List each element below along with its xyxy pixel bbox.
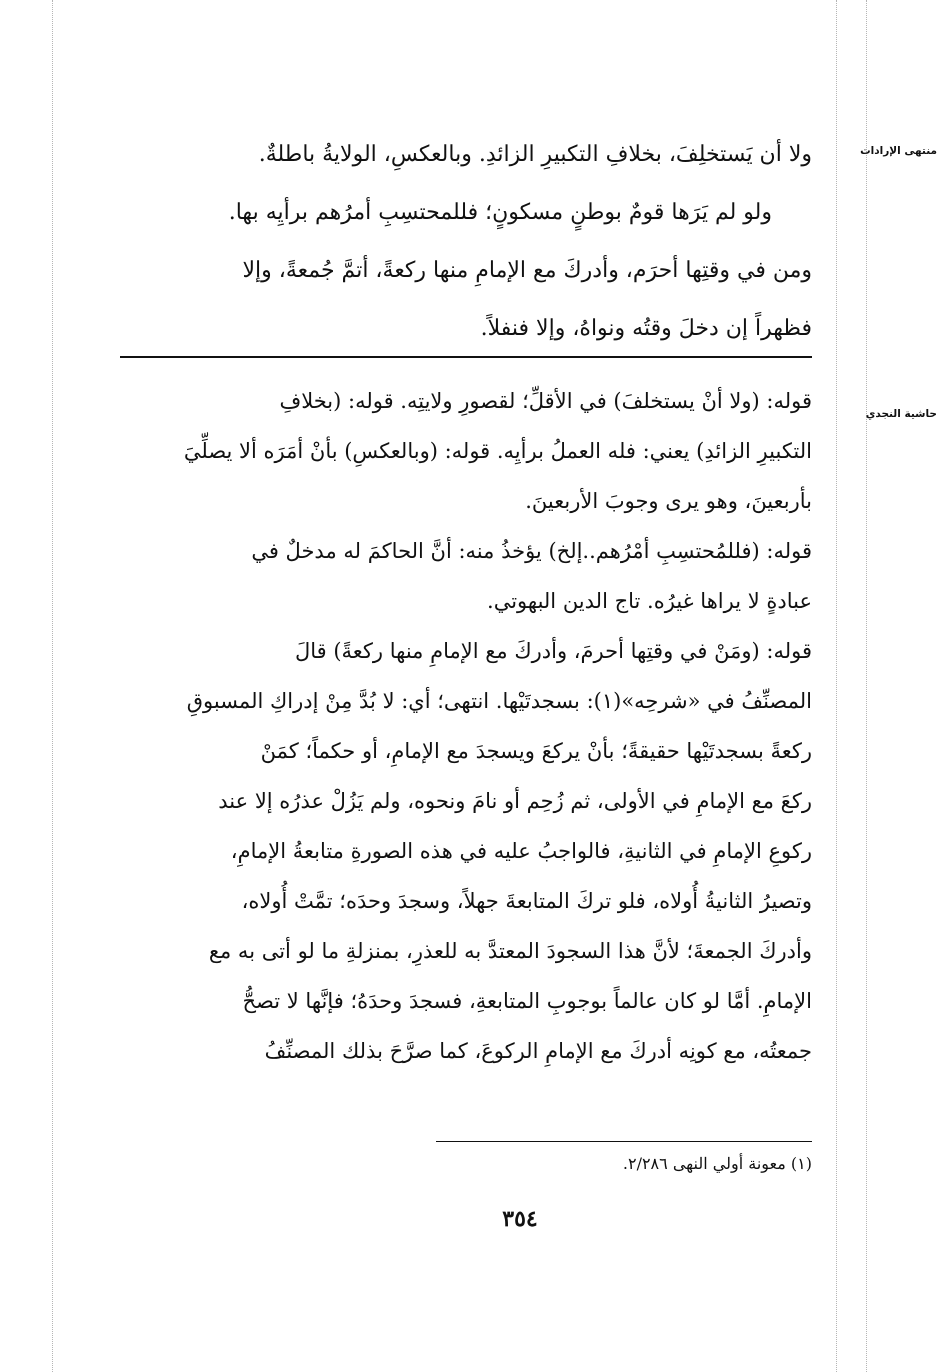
hashiya-source-label: حاشية النجدي [865,408,937,420]
commentary-line: عبادةٍ لا يراها غيرُه. تاج الدين البهوتي. [487,589,812,613]
commentary-line: الإمامِ. أمَّا لو كان عالماً بوجوبِ المتابعةِ، فسجدَ وحدَهُ؛ فإنَّها لا تصحُّ [242,989,812,1013]
matn-commentary-separator [120,356,812,358]
scan-guide-line-left [52,0,53,1372]
matn-line: ولو لم يَرَها قومٌ بوطنٍ مسكونٍ؛ فللمحتسِبِ أمرُهم برأيِه بها. [228,200,772,225]
page-number: ٣٥٤ [502,1206,538,1232]
commentary-line: قوله: (ولا أنْ يستخلفَ) في الأقلِّ؛ لقصورِ ولايتِه. قوله: (بخلافِ [279,389,812,413]
commentary-line: قوله: (ومَنْ في وقتِها أحرمَ، وأدركَ مع الإمامِ منها ركعةً) قالَ [294,639,812,663]
commentary-line: وتصيرُ الثانيةُ أُولاه، فلو تركَ المتابعةَ جهلاً، وسجدَ وحدَه؛ تمَّتْ أُولاه، [241,889,812,913]
commentary-line: ركعَ مع الإمامِ في الأولى، ثم زُحِم أو نامَ ونحوه، ولم يَزُلْ عذرُه إلا عند [218,789,812,813]
scan-guide-line-right-1 [836,0,837,1372]
commentary-line: ركعةً بسجدتَيْها حقيقةً؛ بأنْ يركعَ ويسجدَ مع الإمامِ، أو حكماً؛ كمَنْ [260,739,812,763]
commentary-line: التكبيرِ الزائدِ) يعني: فله العملُ برأيِه. قوله: (وبالعكسِ) بأنْ أمَرَه ألا يصلِّيَ [183,439,812,463]
matn-line: ومن في وقتِها أحرَم، وأدركَ مع الإمامِ منها ركعةً، أتمَّ جُمعةً، وإلا [242,258,812,283]
matn-line: ولا أن يَستخلِفَ، بخلافِ التكبيرِ الزائدِ. وبالعكسِ، الولايةُ باطلةٌ. [258,142,812,167]
commentary-line: وأدركَ الجمعةَ؛ لأنَّ هذا السجودَ المعتدَّ به للعذرِ، بمنزلةِ ما لو أتى به مع [208,939,812,963]
footnote-separator [436,1141,812,1142]
matn-line: فظهراً إن دخلَ وقتُه ونواهُ، وإلا فنفلاً. [480,316,812,341]
commentary-line: ركوعِ الإمامِ في الثانيةِ، فالواجبُ عليه في هذه الصورةِ متابعةُ الإمامِ، [230,839,812,863]
scan-guide-line-right-2 [866,0,867,1372]
commentary-text [122,376,812,1076]
commentary-line: بأربعينَ، وهو يرى وجوبَ الأربعينَ. [525,489,812,513]
commentary-line: المصنِّفُ في «شرحِه»(١): بسجدتَيْها. انتهى؛ أي: لا بُدَّ مِنْ إدراكِ المسبوقِ [186,689,812,713]
matn-text [122,126,812,358]
footnote: (١) معونة أولي النهى ٢/٢٨٦. [622,1154,812,1173]
commentary-line: جمعتُه، مع كونِه أدركَ مع الإمامِ الركوعَ، كما صرَّحَ بذلك المصنِّفُ [264,1039,812,1063]
matn-source-label: منتهى الإرادات [860,145,937,157]
commentary-line: قوله: (فللمُحتسِبِ أمْرُهم..إلخ) يؤخذُ منه: أنَّ الحاكمَ له مدخلٌ في [251,539,812,563]
